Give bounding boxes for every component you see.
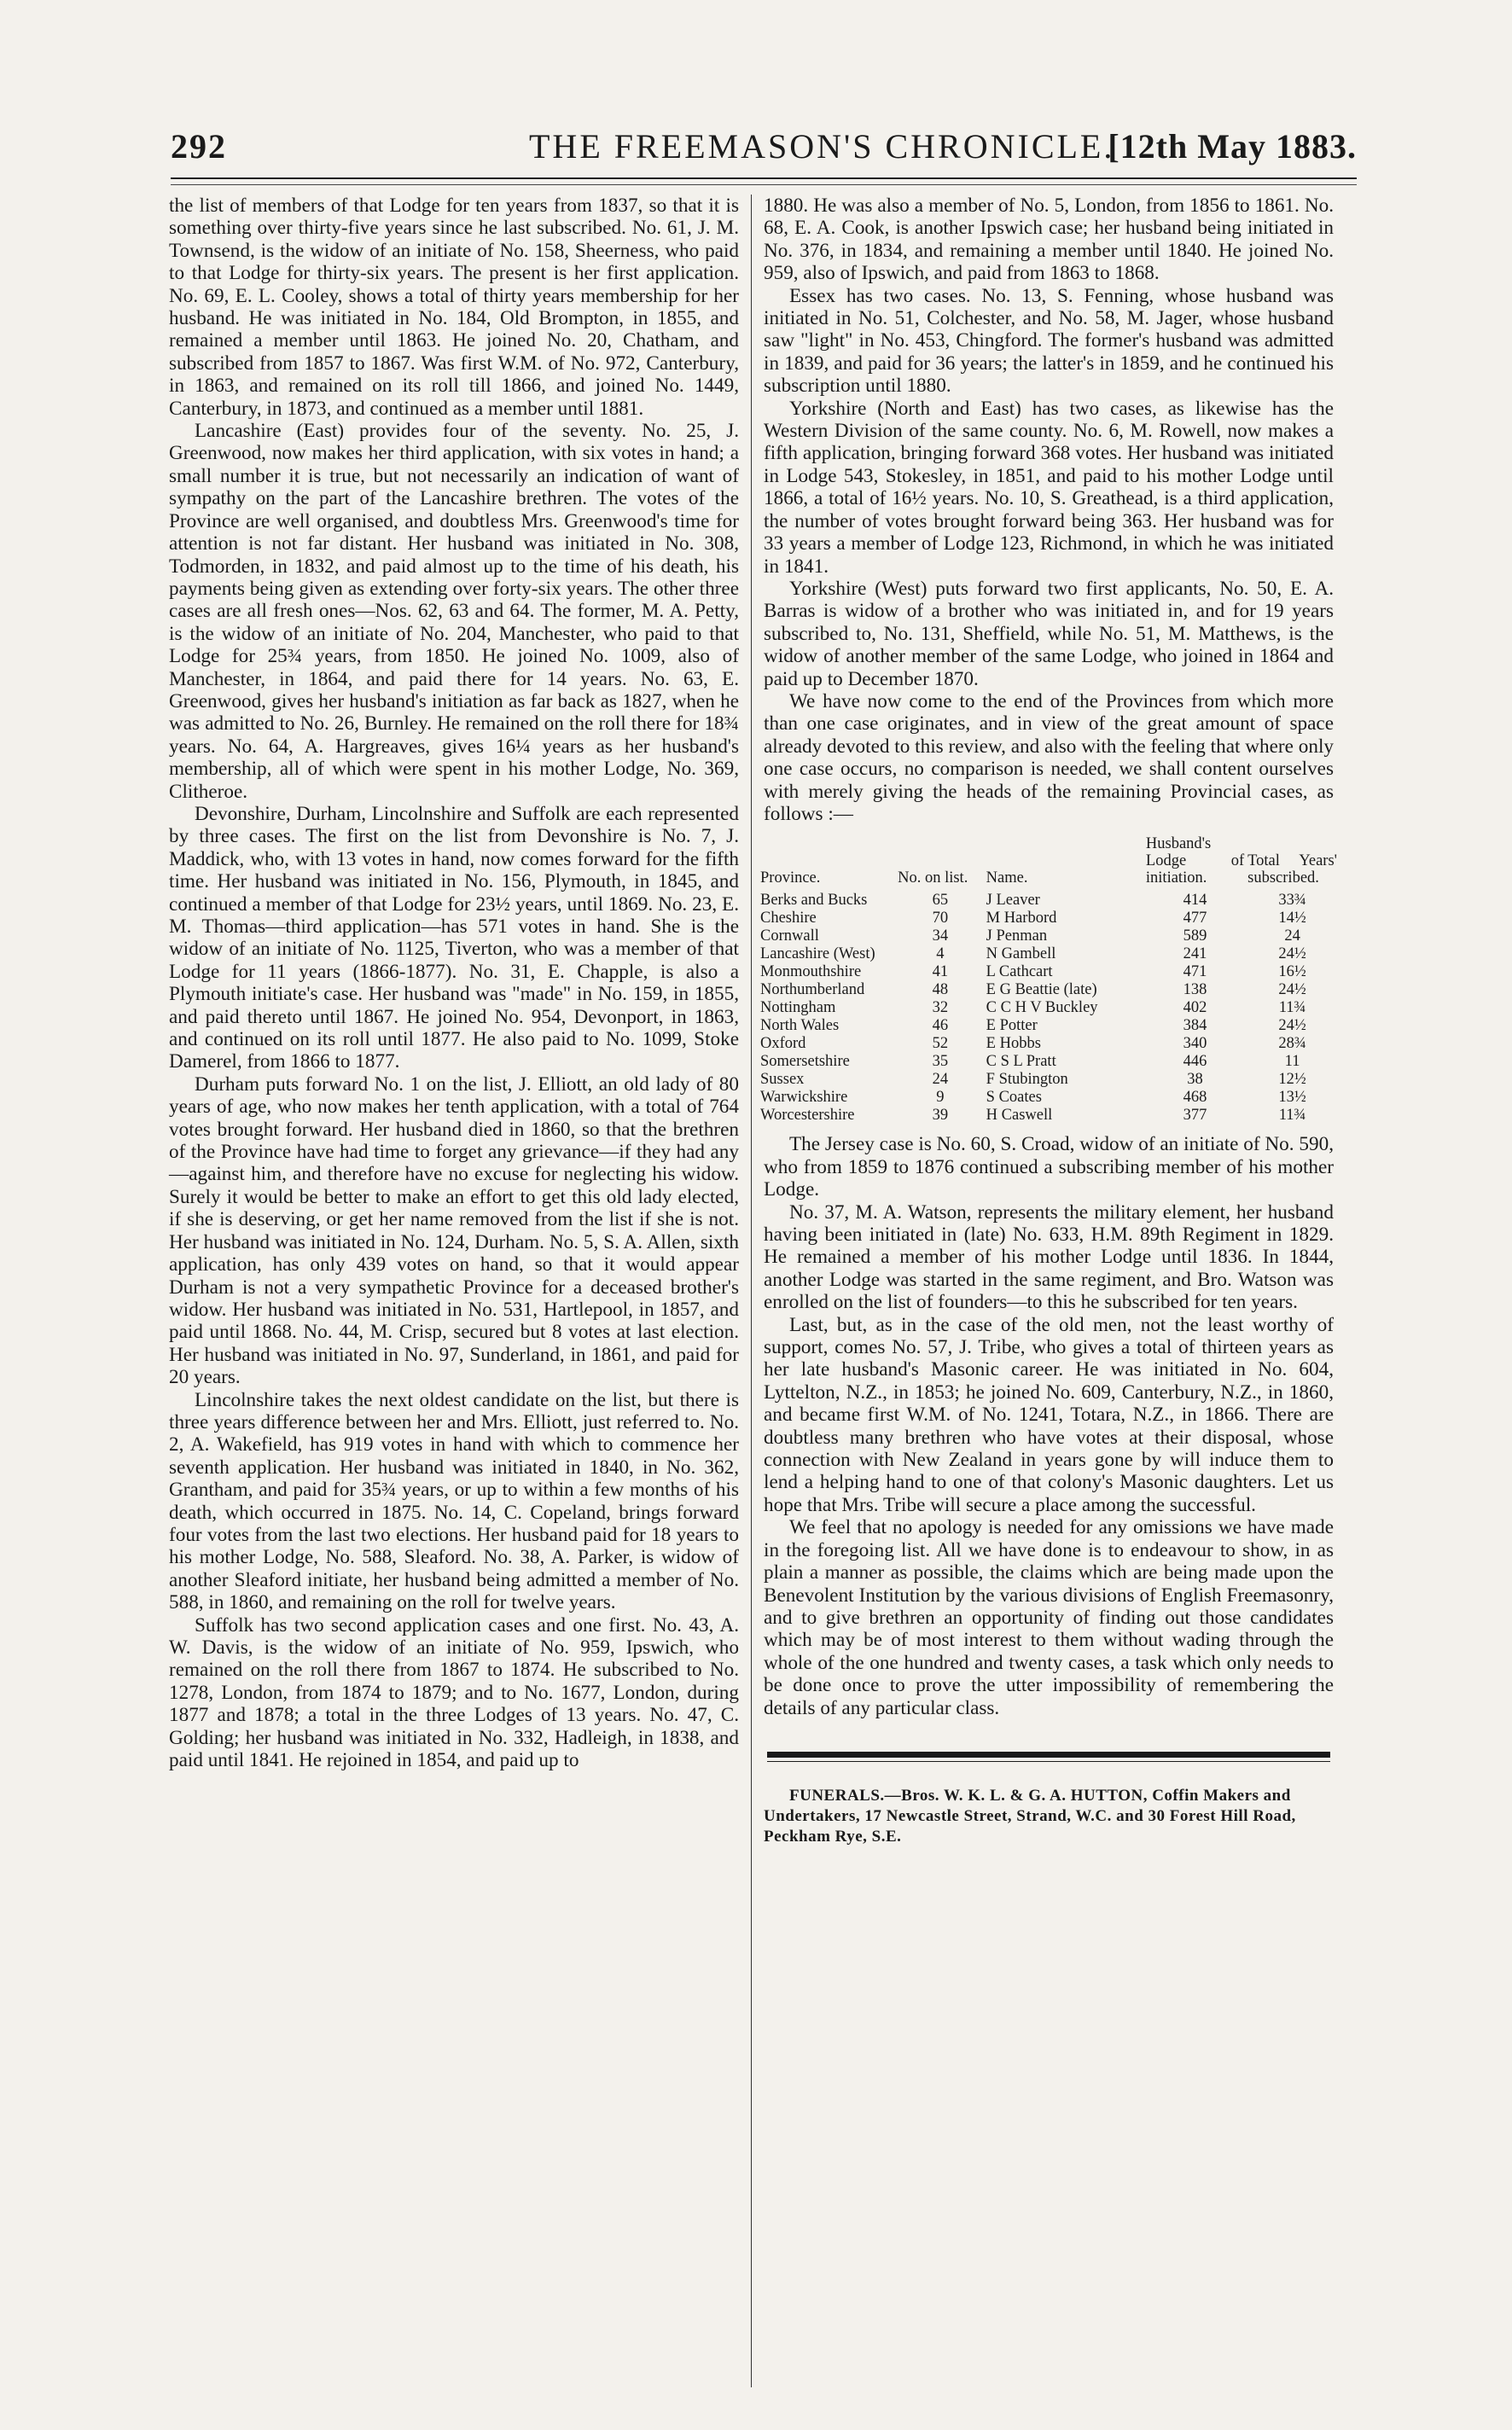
table-cell: S Coates [986, 1089, 1042, 1107]
table-cell: 24 [1284, 927, 1300, 945]
table-row [759, 1053, 1339, 1071]
table-cell: 384 [1183, 1017, 1207, 1035]
table-cell: 28¾ [1278, 1035, 1306, 1053]
table-cell: 340 [1183, 1035, 1207, 1053]
left-column [169, 195, 739, 2413]
paragraph: Durham puts forward No. 1 on the list, J. Elliott, an old lady of 80 years of age, who now makes her tenth application, with a total of 764 votes brought forward. Her husband died in 1860, so that the brethren of the Province have had time to forget any grievance—if they had any—against him, and therefore have no excuse for neglecting his widow. Surely it would be better to make an effort to get this old lady elected, if she is deserving, or get her name removed from the list if she is not. Her husband was initiated in No. 124, Durham. No. 5, S. A. Allen, sixth application, has only 439 votes on hand, so that it would appear Durham is not a very sympathetic Province for a deceased brother's widow. Her husband was initiated in No. 531, Hartlepool, in 1857, and paid until 1868. No. 44, M. Crisp, secured but 8 votes at last election. Her husband was initiated in No. 97, Sunderland, in 1861, and paid for 20 years. [169, 1073, 739, 1389]
table-cell: Berks and Bucks [760, 892, 868, 910]
table-cell: 33¾ [1278, 892, 1306, 910]
table-cell: Warwickshire [760, 1089, 848, 1107]
table-cell: N Gambell [986, 945, 1056, 963]
table-cell: 35 [932, 1053, 949, 1071]
table-cell: C S L Pratt [986, 1053, 1056, 1071]
table-cell: North Wales [760, 1017, 840, 1035]
table-cell: 24½ [1278, 981, 1306, 999]
paragraph: No. 37, M. A. Watson, represents the military element, her husband having been initiated in (late) No. 633, H.M. 89th Regiment in 1829. He remained a member of his mother Lodge until 1836. In 1844, another Lodge was started in the same regiment, and Bro. Watson was enrolled on the list of founders—to this he subscribed for ten years. [764, 1200, 1334, 1314]
paragraph: We have now come to the end of the Provinces from which more than one case originates, and in view of the great amount of space already devoted to this review, and also with the feeling that where only one case occurs, no comparison is needed, we shall content ourselves with merely giving the heads of the remaining Provincial cases, as follows :— [764, 689, 1334, 825]
table-cell: 46 [932, 1017, 949, 1035]
table-row [759, 999, 1339, 1017]
header-rule [171, 177, 1357, 179]
funerals-advertisement: FUNERALS.—Bros. W. K. L. & G. A. HUTTON, Coffin Makers and Undertakers, 17 Newcastle Street, Strand, W.C. and 30 Forest Hill Road, Peckham Rye, S.E. [764, 1786, 1296, 1846]
table-cell: E Potter [986, 1017, 1038, 1035]
header-rule-thin [171, 184, 1357, 185]
table-cell: 70 [932, 910, 949, 927]
table-cell: 138 [1183, 981, 1207, 999]
table-cell: 589 [1183, 927, 1207, 945]
table-cell: 11 [1284, 1053, 1300, 1071]
paragraph: Essex has two cases. No. 13, S. Fenning, whose husband was initiated in No. 51, Colchester, and No. 58, M. Jager, whose husband saw "light" in No. 453, Chingford. The former's husband was admitted in 1839, and paid for 36 years; the latter's in 1859, and he continued his subscription until 1880. [764, 284, 1334, 398]
paragraph: 1880. He was also a member of No. 5, London, from 1856 to 1861. No. 68, E. A. Cook, is another Ipswich case; her husband being initiated in No. 376, in 1834, and remaining a member until 1840. He joined No. 959, also of Ipswich, and paid from 1863 to 1868. [764, 195, 1334, 285]
table-cell: 34 [932, 927, 949, 945]
column-header: Total Years' subscribed. [1247, 852, 1337, 887]
paragraph: Yorkshire (North and East) has two cases, as likewise has the Western Division of the same county. No. 6, M. Rowell, now makes a fifth application, bringing forward 368 votes. Her husband was initiated in Lodge 543, Stokesley, in 1851, and paid to his mother Lodge until 1866, a total of 16½ years. No. 10, S. Greathead, is a third application, the number of votes brought forward being 363. Her husband was for 33 years a member of Lodge 123, Richmond, in which he was initiated in 1841. [764, 397, 1334, 578]
table-cell: 32 [932, 999, 949, 1017]
table-cell: F Stubington [986, 1071, 1068, 1089]
paragraph: The Jersey case is No. 60, S. Croad, widow of an initiate of No. 590, who from 1859 to 1876 continued a subscribing member of his mother Lodge. [764, 1133, 1334, 1201]
table-cell: 52 [932, 1035, 949, 1053]
table-cell: Lancashire (West) [760, 945, 875, 963]
table-cell: 24 [932, 1071, 949, 1089]
table-cell: Northumberland [760, 981, 865, 999]
table-row [759, 945, 1339, 963]
table-cell: H Caswell [986, 1107, 1053, 1125]
column-header: Husband's Lodge of initiation. [1145, 835, 1245, 887]
table-row [759, 1017, 1339, 1035]
table-cell: 14½ [1278, 910, 1306, 927]
table-cell: Sussex [760, 1071, 805, 1089]
table-cell: 11¾ [1278, 1107, 1306, 1125]
table-row [759, 963, 1339, 981]
table-cell: Nottingham [760, 999, 836, 1017]
table-cell: 39 [932, 1107, 949, 1125]
paragraph: Lancashire (East) provides four of the seventy. No. 25, J. Greenwood, now makes her third application, with six votes in hand; a small number it is true, but not necessarily an indication of want of sympathy on the part of the Lancashire brethren. The votes of the Province are well organised, and doubtless Mrs. Greenwood's time for attention is not far distant. Her husband was initiated in No. 308, Todmorden, in 1832, and paid almost up to the time of his death, his payments being given as extending over forty-six years. The other three cases are all fresh ones—Nos. 62, 63 and 64. The former, M. A. Petty, is the widow of an initiate of No. 204, Manchester, who paid to that Lodge for 25¾ years, from 1850. He joined No. 1009, also of Manchester, in 1864, and paid there for 14 years. No. 63, E. Greenwood, gives her husband's initiation as far back as 1827, when he was admitted to No. 26, Burnley. He remained on the roll there for 18¾ years. No. 64, A. Hargreaves, gives 16¼ years as her husband's membership, all of which were spent in his mother Lodge, No. 369, Clitheroe. [169, 420, 739, 803]
publication-title: THE FREEMASON'S CHRONICLE. [529, 127, 1115, 166]
table-header-row [759, 835, 1339, 892]
table-row [759, 910, 1339, 927]
table-cell: 48 [932, 981, 949, 999]
column-divider [751, 195, 752, 2387]
table-cell: 414 [1183, 892, 1207, 910]
column-header: Name. [986, 869, 1028, 887]
paragraph: the list of members of that Lodge for ten years from 1837, so that it is something over thirty-five years since he last subscribed. No. 61, J. M. Townsend, is the widow of an initiate of No. 158, Sheerness, who paid to that Lodge for thirty-six years. The present is her first application. No. 69, E. L. Cooley, shows a total of thirty years membership for her husband. He was initiated in No. 184, Old Brompton, in 1855, and remained a member until 1863. He joined No. 20, Chatham, and subscribed from 1857 to 1867. Was first W.M. of No. 972, Canterbury, in 1863, and remained on its roll till 1866, and joined No. 1449, Canterbury, in 1873, and continued as a member until 1881. [169, 195, 739, 420]
table-cell: Worcestershire [760, 1107, 855, 1125]
table-cell: J Penman [986, 927, 1048, 945]
table-cell: J Leaver [986, 892, 1040, 910]
table-row [759, 1035, 1339, 1053]
paragraph: Suffolk has two second application cases and one first. No. 43, A. W. Davis, is the widow of an initiate of No. 959, Ipswich, who remained on the roll there from 1867 to 1874. He subscribed to No. 1278, London, from 1874 to 1879; and to No. 1677, London, during 1877 and 1878; a total in the three Lodges of 13 years. No. 47, C. Golding; her husband was initiated in No. 332, Hadleigh, in 1838, and paid until 1841. He rejoined in 1854, and paid up to [169, 1613, 739, 1772]
paragraph: Lincolnshire takes the next oldest candidate on the list, but there is three years difference between her and Mrs. Elliott, just referred to. No. 2, A. Wakefield, has 919 votes in hand with which to commence her seventh application. Her husband was initiated in 1840, in No. 362, Grantham, and paid for 35¾ years, or up to within a few months of his death, which occurred in 1875. No. 14, C. Copeland, brings forward four votes from the last two elections. Her husband paid for 18 years to his mother Lodge, No. 588, Sleaford. No. 38, A. Parker, is widow of another Sleaford initiate, her husband being admitted a member of No. 588, in 1860, and remaining on the roll for twelve years. [169, 1388, 739, 1614]
table-row [759, 892, 1339, 910]
page-header [171, 126, 1357, 177]
table-row [759, 1089, 1339, 1107]
paragraph: Devonshire, Durham, Lincolnshire and Suffolk are each represented by three cases. The first on the list from Devonshire is No. 7, J. Maddick, who, with 13 votes in hand, now comes forward for the fifth time. Her husband was initiated in No. 156, Plymouth, in 1845, and continued a member of that Lodge for 23½ years, until 1869. No. 23, E. M. Thomas—third application—has 571 votes in hand. She is the widow of an initiate of No. 1125, Tiverton, who was a member of that Lodge for 11 years (1866-1877). No. 31, E. Chapple, is also a Plymouth initiate's case. Her husband was "made" in No. 159, in 1855, and paid thereto until 1867. He joined No. 954, Devonport, in 1863, and continued on its roll until 1877. He also paid to No. 1099, Stoke Damerel, from 1866 to 1877. [169, 802, 739, 1073]
table-cell: Monmouthshire [760, 963, 862, 981]
table-cell: Cheshire [760, 910, 817, 927]
right-column [760, 195, 1337, 2413]
issue-date: [12th May 1883. [1108, 127, 1357, 166]
table-cell: 38 [1187, 1071, 1203, 1089]
table-cell: E Hobbs [986, 1035, 1041, 1053]
table-cell: 11¾ [1278, 999, 1306, 1017]
table-cell: C C H V Buckley [986, 999, 1098, 1017]
paragraph: We feel that no apology is needed for any omissions we have made in the foregoing list. All we have done is to endeavour to show, in as plain a manner as possible, the claims which are being made upon the Benevolent Institution by the various divisions of English Freemasonry, and to give brethren an opportunity of finding out those candidates which may be of most interest to them without wading through the whole of the one hundred and twenty cases, a task which only needs to be done once to prove the utter impossibility of remembering the details of any particular class. [764, 1516, 1334, 1719]
table-cell: 24½ [1278, 945, 1306, 963]
table-cell: 241 [1183, 945, 1207, 963]
page-number: 292 [171, 127, 227, 166]
table-cell: 4 [936, 945, 945, 963]
table-cell: 468 [1183, 1089, 1207, 1107]
table-cell: 377 [1183, 1107, 1207, 1125]
table-cell: 477 [1183, 910, 1207, 927]
table-cell: 41 [932, 963, 949, 981]
paragraph: Last, but, as in the case of the old men, not the least worthy of support, comes No. 57, J. Tribe, who gives a total of thirteen years as her late husband's Masonic career. He was initiated in No. 604, Lyttelton, N.Z., in 1853; he joined No. 609, Canterbury, N.Z., in 1860, and became first W.M. of No. 1241, Totara, N.Z., in 1866. There are doubtless many brethren who have votes at their disposal, whose connection with New Zealand in years gone by will induce them to lend a helping hand to one of that colony's Masonic daughters. Let us hope that Mrs. Tribe will secure a place among the successful. [764, 1313, 1334, 1516]
paragraph: Yorkshire (West) puts forward two first applicants, No. 50, E. A. Barras is widow of a brother who was initiated in, and for 19 years subscribed to, No. 131, Sheffield, while No. 51, M. Matthews, is the widow of another member of the same Lodge, who joined in 1864 and paid up to December 1870. [764, 577, 1334, 690]
table-cell: 24½ [1278, 1017, 1306, 1035]
table-cell: 16½ [1278, 963, 1306, 981]
table-cell: Cornwall [760, 927, 819, 945]
provincial-cases-table [759, 835, 1339, 1125]
table-cell: 12½ [1278, 1071, 1306, 1089]
table-row [759, 981, 1339, 999]
column-header: No. on list. [898, 869, 968, 887]
table-row [759, 1071, 1339, 1089]
table-cell: 446 [1183, 1053, 1207, 1071]
table-cell: 13½ [1278, 1089, 1306, 1107]
table-row [759, 927, 1339, 945]
column-header: Province. [760, 869, 821, 887]
table-cell: Somersetshire [760, 1053, 850, 1071]
table-cell: Oxford [760, 1035, 806, 1053]
table-cell: E G Beattie (late) [986, 981, 1097, 999]
table-cell: M Harbord [986, 910, 1057, 927]
table-cell: L Cathcart [986, 963, 1053, 981]
separator-thin [767, 1761, 1330, 1762]
table-cell: 9 [936, 1089, 945, 1107]
table-cell: 471 [1183, 963, 1207, 981]
table-body [759, 892, 1339, 1125]
table-cell: 402 [1183, 999, 1207, 1017]
table-cell: 65 [932, 892, 949, 910]
separator-thick [767, 1752, 1330, 1758]
table-row [759, 1107, 1339, 1125]
